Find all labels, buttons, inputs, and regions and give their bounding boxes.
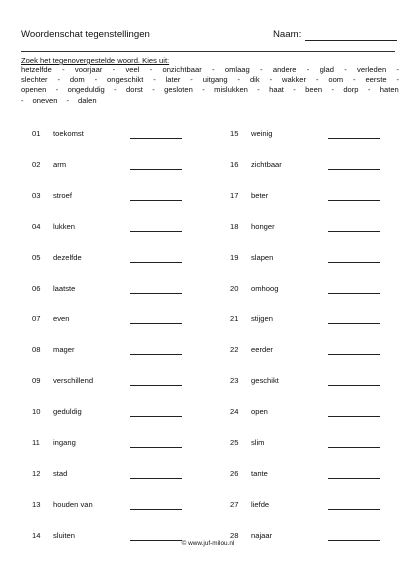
answer-line[interactable] (328, 478, 380, 479)
word-bank-word: dik (249, 75, 260, 85)
word-bank-word: dalen (77, 95, 97, 105)
exercise-number: 12 (32, 468, 41, 478)
answer-line[interactable] (130, 138, 182, 139)
exercise-word: honger (251, 221, 275, 231)
word-bank-word: dorp (343, 85, 359, 95)
exercise-number: 22 (230, 345, 239, 355)
answer-line[interactable] (328, 231, 380, 232)
word-bank (21, 65, 399, 106)
name-answer-line[interactable] (305, 40, 397, 41)
word-bank-word: gesloten (164, 85, 193, 95)
exercise-item (230, 253, 400, 265)
answer-line[interactable] (130, 416, 182, 417)
exercise-item (230, 160, 400, 172)
exercise-item (32, 376, 202, 388)
word-separator: - (57, 75, 61, 85)
exercise-word: tante (251, 468, 268, 478)
exercise-word: verschillend (53, 376, 94, 386)
instruction-text: Zoek het tegenovergestelde woord. Kies uit: (21, 56, 170, 65)
word-separator: - (152, 85, 155, 95)
exercise-number: 15 (230, 129, 239, 138)
word-separator: - (153, 75, 156, 85)
answer-line[interactable] (130, 231, 182, 232)
answer-line[interactable] (328, 385, 380, 386)
word-bank-line (21, 96, 399, 106)
word-bank-word: wakker (281, 75, 307, 85)
word-bank-line (21, 65, 399, 75)
word-separator: - (331, 85, 334, 95)
answer-line[interactable] (130, 354, 182, 355)
word-separator: - (212, 65, 215, 74)
exercise-number: 21 (230, 314, 239, 324)
exercise-word: stijgen (251, 314, 273, 324)
exercise-word: liefde (251, 499, 270, 509)
word-separator: - (190, 75, 193, 85)
exercise-number: 03 (32, 190, 41, 200)
exercise-item (32, 222, 202, 234)
exercise-item (230, 500, 400, 512)
footer-credit: © www.juf-milou.nl (181, 540, 235, 547)
answer-line[interactable] (328, 169, 380, 170)
word-bank-word: haten (379, 85, 399, 95)
word-separator: - (293, 85, 296, 95)
answer-line[interactable] (130, 200, 182, 201)
word-bank-word: ongeschikt (107, 75, 144, 85)
exercise-word: stroef (53, 190, 72, 200)
word-separator: - (66, 95, 69, 105)
word-bank-word: later (165, 75, 181, 85)
exercise-word: mager (53, 345, 75, 355)
answer-line[interactable] (328, 323, 380, 324)
worksheet-title: Woordenschat tegenstellingen (21, 29, 150, 40)
answer-line[interactable] (130, 323, 182, 324)
exercise-item (32, 345, 202, 357)
word-separator: - (315, 75, 319, 85)
exercise-number: 19 (230, 252, 239, 262)
exercise-number: 16 (230, 159, 239, 169)
word-bank-word: been (305, 85, 323, 95)
exercise-number: 14 (32, 530, 41, 540)
exercise-word: ingang (53, 438, 76, 447)
word-separator: - (202, 85, 205, 95)
word-bank-word: eerste (365, 75, 387, 85)
answer-line[interactable] (328, 416, 380, 417)
answer-line[interactable] (130, 169, 182, 170)
word-separator: - (112, 65, 116, 74)
word-separator: - (396, 75, 399, 85)
exercise-number: 17 (230, 190, 239, 200)
exercise-word: toekomst (53, 129, 84, 138)
exercise-word: laatste (53, 283, 76, 293)
answer-line[interactable] (328, 354, 380, 355)
word-separator: - (396, 65, 399, 74)
word-bank-word: veel (125, 65, 140, 74)
exercise-word: sluiten (53, 530, 75, 540)
exercise-number: 13 (32, 499, 41, 509)
exercise-item (230, 469, 400, 481)
exercise-word: stad (53, 468, 68, 478)
exercise-number: 25 (230, 438, 239, 447)
exercise-item (32, 160, 202, 172)
exercise-item (230, 314, 400, 326)
word-separator: - (269, 75, 273, 85)
word-bank-word: oom (328, 75, 344, 85)
word-separator: - (55, 85, 59, 95)
exercise-word: najaar (251, 530, 273, 540)
word-bank-word: openen (21, 85, 47, 95)
answer-line[interactable] (328, 509, 380, 510)
word-bank-word: oneven (32, 95, 58, 105)
exercise-number: 08 (32, 345, 41, 355)
word-bank-word: glad (319, 65, 334, 74)
exercise-item (230, 438, 400, 450)
exercise-item (32, 469, 202, 481)
exercise-word: eerder (251, 345, 273, 355)
word-bank-word: dom (69, 75, 85, 85)
word-separator: - (237, 75, 241, 85)
word-bank-word: ongeduldig (67, 85, 105, 95)
exercise-number: 04 (32, 221, 41, 231)
exercise-word: geschikt (251, 376, 279, 386)
exercise-number: 24 (230, 407, 239, 417)
exercise-word: dezelfde (53, 252, 82, 262)
exercise-item (32, 500, 202, 512)
exercise-word: even (53, 314, 70, 324)
answer-line[interactable] (130, 385, 182, 386)
word-bank-word: slechter (21, 75, 48, 85)
exercise-item (230, 407, 400, 419)
word-separator: - (353, 75, 356, 85)
exercise-number: 23 (230, 376, 239, 386)
exercise-item (32, 253, 202, 265)
exercise-word: zichtbaar (251, 159, 282, 169)
answer-line[interactable] (328, 293, 380, 294)
exercise-number: 02 (32, 159, 41, 169)
word-bank-word: voorjaar (74, 65, 103, 74)
exercise-word: lukken (53, 221, 75, 231)
word-separator: - (62, 65, 65, 74)
exercise-word: houden van (53, 499, 93, 509)
exercise-item (230, 222, 400, 234)
answer-line[interactable] (130, 478, 182, 479)
exercise-number: 01 (32, 129, 41, 138)
exercise-number: 20 (230, 283, 239, 293)
answer-line[interactable] (328, 138, 380, 139)
word-separator: - (367, 85, 371, 95)
exercise-word: beter (251, 190, 269, 200)
exercise-item (230, 191, 400, 203)
answer-line[interactable] (130, 293, 182, 294)
word-separator: - (114, 85, 117, 95)
word-separator: - (94, 75, 98, 85)
word-bank-word: onzichtbaar (162, 65, 202, 74)
exercise-item (230, 376, 400, 388)
word-bank-word: andere (272, 65, 297, 74)
exercise-word: slapen (251, 252, 274, 262)
word-bank-word: hetzelfde (21, 65, 52, 74)
word-bank-word: uitgang (202, 75, 228, 85)
header-divider (21, 51, 395, 52)
exercise-item (230, 345, 400, 357)
word-separator: - (257, 85, 260, 95)
word-bank-word: verleden (357, 65, 387, 74)
answer-line[interactable] (130, 447, 182, 448)
exercise-word: omhoog (251, 283, 279, 293)
exercise-item (32, 438, 202, 450)
exercise-item (32, 314, 202, 326)
word-separator: - (21, 95, 24, 105)
exercise-word: arm (53, 159, 67, 169)
exercise-number: 18 (230, 221, 239, 231)
word-separator: - (149, 65, 153, 74)
exercise-word: slim (251, 438, 265, 447)
exercise-number: 07 (32, 314, 41, 324)
word-bank-word: omlaag (224, 65, 250, 74)
word-separator: - (260, 65, 263, 74)
exercise-number: 06 (32, 283, 41, 293)
exercise-item (32, 284, 202, 296)
exercise-word: open (251, 407, 268, 417)
answer-line[interactable] (328, 262, 380, 263)
exercise-item (230, 284, 400, 296)
exercise-item (32, 407, 202, 419)
exercise-number: 05 (32, 252, 41, 262)
exercise-word: weinig (251, 129, 273, 138)
word-bank-word: haat (269, 85, 284, 95)
answer-line[interactable] (328, 200, 380, 201)
exercise-number: 11 (32, 438, 40, 447)
word-bank-line (21, 85, 399, 95)
exercise-number: 09 (32, 376, 41, 386)
exercise-number: 26 (230, 468, 239, 478)
exercise-number: 28 (230, 530, 239, 540)
answer-line[interactable] (130, 262, 182, 263)
word-bank-word: mislukken (214, 85, 248, 95)
word-bank-line (21, 75, 399, 85)
word-bank-word: dorst (126, 85, 143, 95)
answer-line[interactable] (130, 509, 182, 510)
exercise-number: 10 (32, 407, 41, 417)
word-separator: - (344, 65, 347, 74)
exercise-word: geduldig (53, 407, 82, 417)
name-label: Naam: (273, 29, 302, 40)
exercise-item (32, 129, 202, 141)
exercise-number: 27 (230, 499, 239, 509)
word-separator: - (306, 65, 310, 74)
exercise-item (32, 191, 202, 203)
exercise-item (230, 129, 400, 141)
answer-line[interactable] (328, 447, 380, 448)
